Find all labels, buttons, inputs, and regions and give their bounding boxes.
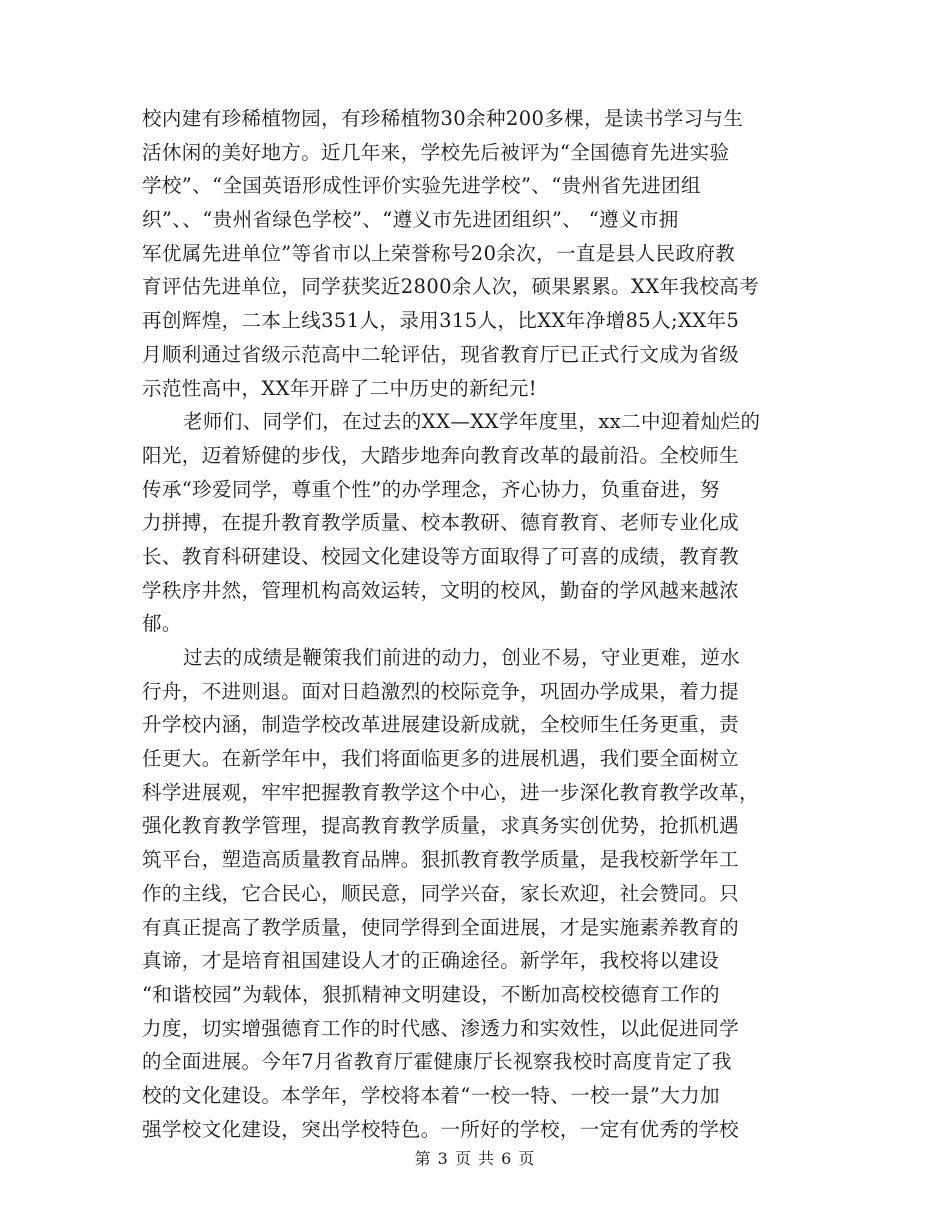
text-line: 筑平台，塑造高质量教育品牌。狠抓教育教学质量，是我校新学年工	[142, 848, 740, 872]
text-line: 强学校文化建设，突出学校特色。一所好的学校，一定有优秀的学校	[142, 1117, 740, 1141]
text-line: 作的主线，它合民心，顺民意，同学兴奋，家长欢迎，社会赞同。只	[142, 881, 740, 905]
text-line: 科学进展观，牢牢把握教育教学这个中心，进一步深化教育教学改革，	[142, 780, 759, 804]
text-line: 月顺利通过省级示范高中二轮评估，现省教育厅已正式行文成为省级	[142, 342, 740, 366]
text-line: 军优属先进单位”等省市以上荣誉称号20余次，一直是县人民政府教	[142, 241, 736, 265]
text-line: 行舟，不进则退。面对日趋激烈的校际竞争，巩固办学成果，着力提	[142, 679, 740, 703]
text-line: 校内建有珍稀植物园，有珍稀植物30余种200多棵，是读书学习与生	[142, 107, 744, 130]
paragraph-start-line: 过去的成绩是鞭策我们前进的动力，创业不易，守业更难，逆水	[183, 646, 741, 669]
text-line: 郁。	[142, 612, 182, 636]
text-line: 校的文化建设。本学年，学校将本着“一校一特、一校一景”大力加	[142, 1083, 720, 1107]
text-line: 织”、、“贵州省绿色学校”、“遵义市先进团组织”、 “遵义市拥	[142, 208, 679, 232]
text-line: 阳光，迈着矫健的步伐，大踏步地奔向教育改革的最前沿。全校师生	[142, 443, 740, 467]
text-line: 力度，切实增强德育工作的时代感、渗透力和实效性，以此促进同学	[142, 1016, 740, 1040]
paragraph-start-line: 老师们、同学们，在过去的XX—XX学年度里，xx二中迎着灿烂的	[183, 410, 761, 434]
text-line: 有真正提高了教学质量，使同学得到全面进展，才是实施素养教育的	[142, 915, 740, 939]
text-line: 升学校内涵，制造学校改革进展建设新成就，全校师生任务更重，责	[142, 713, 740, 737]
text-line: 长、教育科研建设、校园文化建设等方面取得了可喜的成绩，教育教	[142, 544, 740, 568]
text-line: 强化教育教学管理，提高教育教学质量，求真务实创优势，抢抓机遇	[142, 814, 740, 838]
page-footer: 第 3 页 共 6 页	[414, 1149, 536, 1168]
text-line: 活休闲的美好地方。近几年来，学校先后被评为“全国德育先进实验	[142, 140, 730, 164]
text-line: 任更大。在新学年中，我们将面临更多的进展机遇，我们要全面树立	[142, 747, 740, 771]
text-line: 真谛，才是培育祖国建设人才的正确途径。新学年，我校将以建设	[142, 949, 720, 973]
text-line: 力拼搏，在提升教育教学质量、校本教研、德育教育、老师专业化成	[142, 511, 740, 535]
text-line: 示范性高中，XX年开辟了二中历史的新纪元!	[142, 376, 538, 400]
text-line: 传承“珍爱同学，尊重个性”的办学理念，齐心协力，负重奋进，努	[142, 477, 720, 501]
text-line: “和谐校园”为载体，狠抓精神文明建设，不断加高校校德育工作的	[142, 982, 720, 1006]
text-line: 再创辉煌，二本上线351人，录用315人，比XX年净增85人;XX年5	[142, 309, 740, 333]
text-line: 的全面进展。今年7月省教育厅霍健康厅长视察我校时高度肯定了我	[142, 1050, 732, 1074]
text-line: 育评估先进单位，同学获奖近2800余人次，硕果累累。XX年我校高考	[142, 275, 760, 299]
text-line: 学秩序井然，管理机构高效运转，文明的校风，勤奋的学风越来越浓	[142, 578, 740, 602]
text-line: 学校”、“全国英语形成性评价实验先进学校”、“贵州省先进团组	[142, 174, 701, 198]
body-text	[142, 102, 812, 1146]
